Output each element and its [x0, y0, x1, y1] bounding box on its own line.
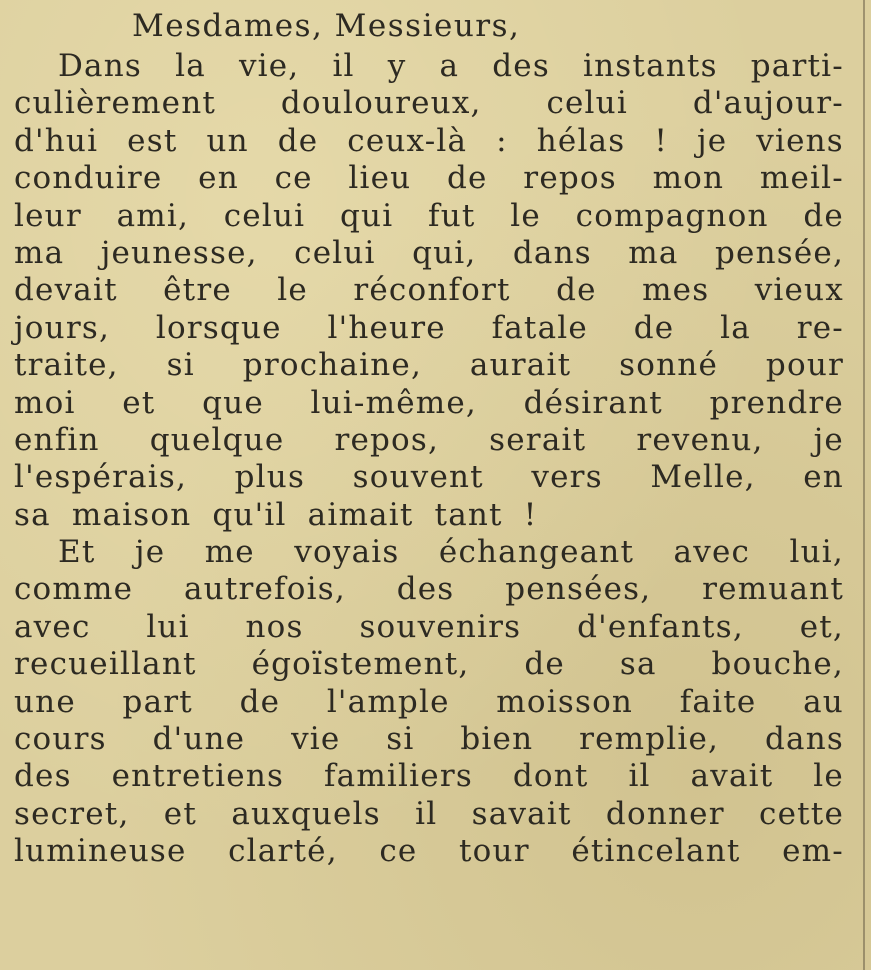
- text-line: traite, si prochaine, aurait sonné pour: [14, 347, 844, 384]
- paragraph: [14, 48, 844, 534]
- text-line: leur ami, celui qui fut le compagnon de: [14, 197, 844, 234]
- text-line: conduire en ce lieu de repos mon meil-: [14, 160, 844, 197]
- text-line: ma jeunesse, celui qui, dans ma pensée,: [14, 234, 844, 271]
- text-line: lumineuse clarté, ce tour étincelant em-: [14, 833, 844, 870]
- paragraphs: [14, 48, 844, 871]
- column-divider: [863, 0, 865, 970]
- paragraph: [14, 534, 844, 871]
- text-column: [14, 4, 844, 871]
- text-line: enfin quelque repos, serait revenu, je: [14, 421, 844, 458]
- text-line: culièrement douloureux, celui d'aujour-: [14, 85, 844, 122]
- text-line: des entretiens familiers dont il avait le: [14, 758, 844, 795]
- text-line: devait être le réconfort de mes vieux: [14, 272, 844, 309]
- text-line: comme autrefois, des pensées, remuant: [14, 571, 844, 608]
- salutation: Mesdames, Messieurs,: [132, 8, 521, 44]
- text-line: cours d'une vie si bien remplie, dans: [14, 721, 844, 758]
- text-line: jours, lorsque l'heure fatale de la re-: [14, 309, 844, 346]
- text-line: une part de l'ample moisson faite au: [14, 683, 844, 720]
- text-line: recueillant égoïstement, de sa bouche,: [14, 646, 844, 683]
- text-line: Et je me voyais échangeant avec lui,: [58, 534, 844, 571]
- text-line: secret, et auxquels il savait donner cette: [14, 795, 844, 832]
- text-line: l'espérais, plus souvent vers Melle, en: [14, 459, 844, 496]
- text-line: avec lui nos souvenirs d'enfants, et,: [14, 608, 844, 645]
- text-line: d'hui est un de ceux-là : hélas ! je viens: [14, 122, 844, 159]
- text-line: Dans la vie, il y a des instants parti-: [58, 48, 844, 84]
- text-line: moi et que lui-même, désirant prendre: [14, 384, 844, 421]
- text-line: sa maison qu'il aimait tant !: [14, 496, 538, 533]
